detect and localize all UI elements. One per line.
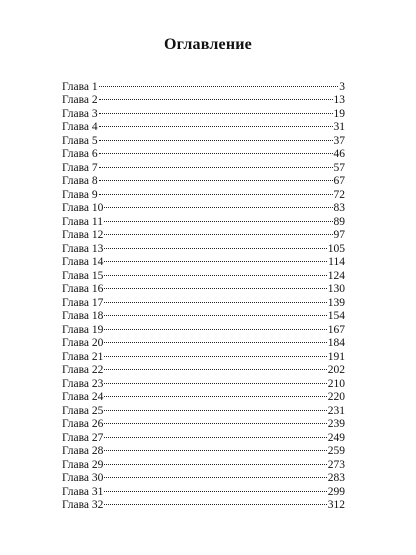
toc-entry-page-number: 124	[327, 269, 345, 282]
toc-entry-page-number: 231	[327, 404, 345, 417]
toc-entry-page-number: 154	[327, 310, 345, 322]
toc-entry-page-number: 283	[327, 472, 345, 484]
page-title: Оглавление	[164, 36, 252, 53]
toc-dot-leader	[104, 427, 326, 441]
toc-entry-label: Глава 20	[62, 337, 104, 349]
toc-entry	[62, 481, 345, 498]
toc-dot-leader	[104, 252, 327, 266]
toc-dot-leader	[104, 225, 332, 239]
toc-entry-page-number: 130	[327, 283, 345, 295]
toc-entry	[62, 117, 345, 131]
toc-entry-label: Глава 25	[62, 404, 104, 417]
toc-entry-page-number: 13	[333, 94, 345, 106]
toc-entry-page-number: 31	[333, 121, 345, 133]
toc-entry-label: Глава 17	[62, 296, 104, 309]
toc-entry-label: Глава 21	[62, 350, 104, 363]
toc-dot-leader	[104, 238, 326, 252]
toc-entry-page-number: 202	[327, 364, 345, 376]
toc-entry-label: Глава 5	[62, 134, 98, 147]
toc-dot-leader	[104, 441, 326, 455]
toc-entry-label: Глава 11	[62, 215, 103, 228]
toc-dot-leader	[104, 211, 333, 225]
toc-dot-leader	[99, 76, 339, 90]
toc-entry-label: Глава 32	[62, 499, 104, 511]
toc-dot-leader	[104, 279, 326, 293]
toc-entry-label: Глава 2	[62, 94, 98, 106]
table-of-contents	[62, 76, 345, 511]
toc-entry-label: Глава 30	[62, 472, 104, 484]
toc-entry	[62, 184, 345, 201]
toc-dot-leader	[99, 90, 333, 104]
toc-entry	[62, 319, 345, 336]
toc-entry	[62, 400, 345, 417]
toc-entry-page-number: 184	[327, 337, 345, 349]
toc-entry	[62, 414, 345, 428]
toc-entry-page-number: 191	[327, 350, 345, 363]
toc-entry-label: Глава 7	[62, 161, 98, 174]
toc-dot-leader	[104, 387, 326, 401]
toc-dot-leader	[99, 144, 333, 158]
toc-entry-label: Глава 15	[62, 269, 104, 282]
toc-entry	[62, 333, 345, 347]
toc-entry-page-number: 37	[333, 134, 345, 147]
toc-dot-leader	[104, 454, 326, 468]
toc-entry-label: Глава 24	[62, 391, 104, 403]
toc-entry-page-number: 83	[333, 202, 345, 214]
toc-entry-page-number: 220	[327, 391, 345, 403]
toc-dot-leader	[104, 481, 326, 495]
toc-entry-label: Глава 18	[62, 310, 104, 322]
toc-entry-page-number: 210	[327, 377, 345, 390]
toc-entry-page-number: 312	[327, 499, 345, 511]
toc-entry	[62, 265, 345, 282]
toc-entry	[62, 306, 345, 320]
toc-entry	[62, 292, 345, 309]
toc-entry-label: Глава 22	[62, 364, 104, 376]
toc-entry	[62, 387, 345, 401]
toc-dot-leader	[104, 360, 326, 374]
toc-entry-page-number: 105	[327, 242, 345, 255]
toc-dot-leader	[104, 265, 326, 279]
toc-dot-leader	[104, 333, 326, 347]
toc-entry-label: Глава 28	[62, 445, 104, 457]
toc-entry-label: Глава 14	[62, 256, 104, 268]
toc-entry	[62, 373, 345, 390]
toc-entry-label: Глава 1	[62, 80, 98, 93]
toc-entry-label: Глава 23	[62, 377, 104, 390]
toc-dot-leader	[104, 292, 326, 306]
toc-entry-label: Глава 29	[62, 458, 104, 471]
toc-entry	[62, 76, 345, 93]
toc-entry	[62, 130, 345, 147]
toc-entry	[62, 198, 345, 212]
toc-entry	[62, 454, 345, 471]
toc-entry-page-number: 3	[339, 80, 345, 93]
toc-entry-label: Глава 27	[62, 431, 104, 444]
toc-dot-leader	[104, 346, 326, 360]
toc-entry	[62, 252, 345, 266]
toc-entry-label: Глава 6	[62, 148, 98, 160]
toc-entry	[62, 103, 345, 120]
toc-dot-leader	[104, 319, 326, 333]
toc-entry	[62, 279, 345, 293]
toc-dot-leader	[104, 400, 326, 414]
toc-dot-leader	[104, 306, 326, 320]
toc-dot-leader	[104, 414, 326, 428]
toc-entry-label: Глава 3	[62, 107, 98, 120]
toc-entry-page-number: 114	[328, 256, 345, 268]
toc-entry-label: Глава 16	[62, 283, 104, 295]
toc-entry-label: Глава 10	[62, 202, 104, 214]
toc-dot-leader	[104, 373, 326, 387]
toc-entry-page-number: 239	[327, 418, 345, 430]
toc-entry-label: Глава 9	[62, 188, 98, 201]
toc-dot-leader	[99, 117, 333, 131]
toc-entry-page-number: 57	[333, 161, 345, 174]
toc-entry-page-number: 273	[327, 458, 345, 471]
toc-dot-leader	[99, 171, 333, 185]
toc-entry-page-number: 139	[327, 296, 345, 309]
toc-entry-label: Глава 12	[62, 229, 104, 241]
toc-entry	[62, 468, 345, 482]
toc-entry-label: Глава 8	[62, 175, 98, 187]
toc-entry-page-number: 259	[327, 445, 345, 457]
toc-entry	[62, 157, 345, 174]
toc-entry-page-number: 89	[333, 215, 345, 228]
toc-entry-page-number: 67	[333, 175, 345, 187]
toc-entry	[62, 441, 345, 455]
toc-dot-leader	[99, 157, 333, 171]
toc-dot-leader	[99, 103, 333, 117]
toc-entry-page-number: 19	[333, 107, 345, 120]
toc-dot-leader	[99, 130, 333, 144]
toc-entry-label: Глава 31	[62, 485, 104, 498]
toc-entry	[62, 495, 345, 509]
toc-entry	[62, 211, 345, 228]
toc-entry	[62, 346, 345, 363]
toc-entry-page-number: 46	[333, 148, 345, 160]
toc-entry-page-number: 299	[327, 485, 345, 498]
toc-entry-page-number: 97	[333, 229, 345, 241]
toc-entry-page-number: 167	[327, 323, 345, 336]
toc-entry	[62, 427, 345, 444]
toc-entry	[62, 225, 345, 239]
toc-entry-page-number: 72	[333, 188, 345, 201]
toc-entry	[62, 90, 345, 104]
toc-entry	[62, 360, 345, 374]
toc-entry	[62, 238, 345, 255]
toc-entry-page-number: 249	[327, 431, 345, 444]
toc-entry	[62, 144, 345, 158]
toc-entry-label: Глава 13	[62, 242, 104, 255]
toc-entry	[62, 171, 345, 185]
toc-dot-leader	[104, 495, 326, 509]
toc-dot-leader	[104, 198, 332, 212]
toc-dot-leader	[99, 184, 333, 198]
toc-entry-label: Глава 19	[62, 323, 104, 336]
toc-entry-label: Глава 26	[62, 418, 104, 430]
toc-entry-label: Глава 4	[62, 121, 98, 133]
toc-dot-leader	[104, 468, 326, 482]
